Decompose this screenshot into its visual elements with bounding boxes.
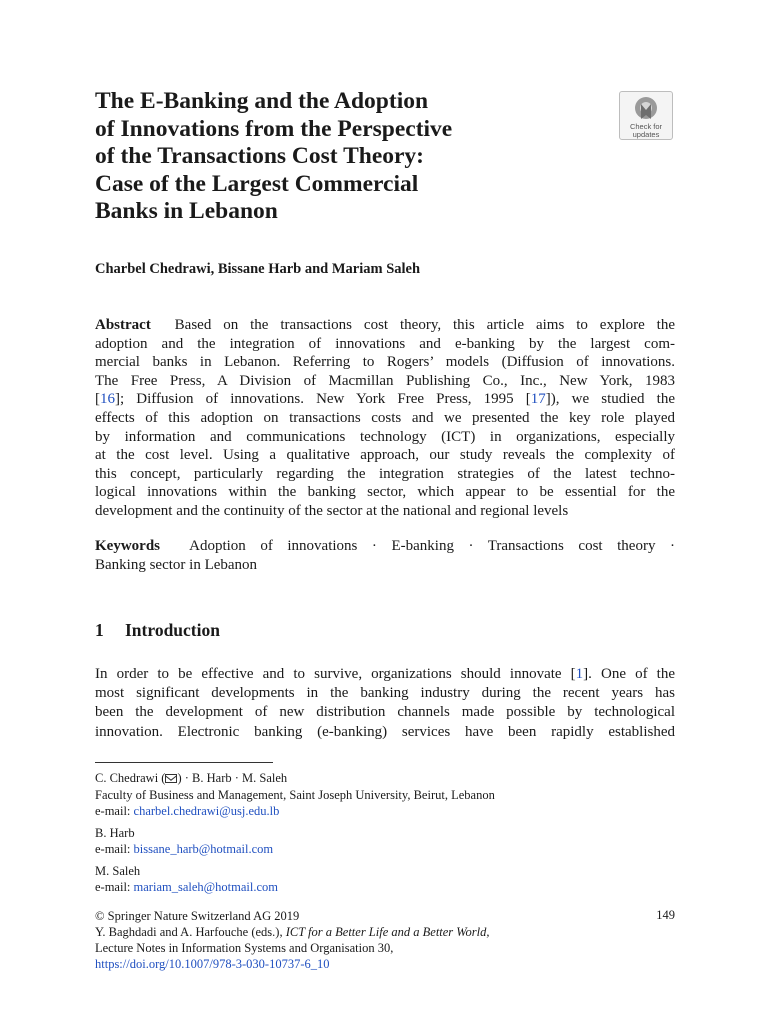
section-title: Introduction: [125, 620, 220, 640]
copyright: © Springer Nature Switzerland AG 2019: [95, 909, 300, 923]
keywords-line: Keywords Adoption of innovations · E-banking · Transactions cost theory ·: [95, 538, 675, 554]
author-list: Charbel Chedrawi, Bissane Harb and Mariam Saleh: [95, 261, 421, 277]
envelope-icon: [165, 774, 177, 783]
series-info: Lecture Notes in Information Systems and Organisation 30,: [95, 941, 394, 955]
citation-link[interactable]: 1: [575, 666, 584, 682]
abstract-line: development and the continuity of the sector at the national and regional levels: [95, 502, 569, 519]
keywords-line: Banking sector in Lebanon: [95, 556, 258, 573]
abstract-label: Abstract: [95, 317, 151, 333]
email-row: e-mail: charbel.chedrawi@usj.edu.lb: [95, 804, 280, 818]
author-footnote: C. Chedrawi ( ) · B. Harb · M. Saleh: [95, 771, 288, 785]
title-line: Case of the Largest Commercial: [95, 170, 419, 197]
title-line: The E-Banking and the Adoption: [95, 88, 429, 114]
crossmark-icon: [632, 96, 660, 122]
email-row: e-mail: mariam_saleh@hotmail.com: [95, 880, 278, 894]
abstract-line: by information and communications technology (ICT) in organizations, especially: [95, 428, 675, 445]
page-number: 149: [656, 908, 675, 922]
abstract-line: at the cost level. Using a qualitative approach, our study reveals the complexity of: [95, 447, 675, 464]
email-link[interactable]: bissane_harb@hotmail.com: [133, 842, 274, 856]
keywords-label: Keywords: [95, 538, 160, 554]
paper-title: [95, 88, 565, 226]
email-link[interactable]: charbel.chedrawi@usj.edu.lb: [133, 804, 280, 818]
abstract-line: this concept, particularly regarding the integration strategies of the latest techno-: [95, 465, 675, 482]
title-block: [95, 88, 675, 226]
section-number: 1: [95, 620, 104, 640]
citation-link[interactable]: 17: [530, 391, 546, 408]
title-line: of Innovations from the Perspective: [95, 115, 453, 142]
citation-link[interactable]: 16: [100, 391, 115, 408]
abstract-line: effects of this adoption on transactions costs and we presented the key role played: [95, 409, 675, 426]
abstract: [95, 316, 675, 521]
body-line: most significant developments in the banking industry during the recent years has: [95, 685, 675, 702]
doi-link[interactable]: https://doi.org/10.1007/978-3-030-10737-6_10: [95, 957, 330, 971]
book-citation: Y. Baghdadi and A. Harfouche (eds.), ICT for a Better Life and a Better World,: [95, 925, 490, 939]
doi-row: [95, 956, 330, 972]
abstract-line: adoption and the integration of innovations and e-banking by the largest com-: [95, 335, 675, 352]
abstract-line: [16]; Diffusion of innovations. New York Free Press, 1995 [17]), we studied the: [95, 391, 675, 408]
title-line: Banks in Lebanon: [95, 198, 278, 224]
section-heading: [95, 620, 220, 641]
email-row: e-mail: bissane_harb@hotmail.com: [95, 842, 274, 856]
body-line: innovation. Electronic banking (e-banking) services have been rapidly established: [95, 723, 675, 740]
email-link[interactable]: mariam_saleh@hotmail.com: [133, 880, 278, 894]
footnote-divider: [95, 762, 273, 763]
introduction-body: [95, 665, 675, 742]
abstract-line: logical innovations within the banking sector, which appear to be essential for the: [95, 484, 675, 501]
keywords: [95, 537, 675, 574]
book-title: ICT for a Better Life and a Better World: [285, 925, 487, 939]
affiliation: Faculty of Business and Management, Saint Joseph University, Beirut, Lebanon: [95, 788, 495, 802]
title-line: of the Transactions Cost Theory:: [95, 143, 424, 169]
author-name: B. Harb: [95, 826, 135, 840]
author-name: M. Saleh: [95, 864, 141, 878]
abstract-line: The Free Press, A Division of Macmillan Publishing Co., Inc., New York, 1983: [95, 372, 675, 389]
body-line: been the development of new distribution channels made possible by technological: [95, 704, 675, 721]
badge-label: Check for updates: [629, 122, 663, 139]
body-line: In order to be effective and to survive, organizations should innovate [1]. One of the: [95, 666, 676, 682]
check-for-updates-badge[interactable]: [619, 91, 673, 140]
abstract-line: Abstract Based on the transactions cost theory, this article aims to explore the: [95, 317, 675, 333]
abstract-line: mercial banks in Lebanon. Referring to Rogers’ models (Diffusion of innovations.: [95, 354, 675, 371]
